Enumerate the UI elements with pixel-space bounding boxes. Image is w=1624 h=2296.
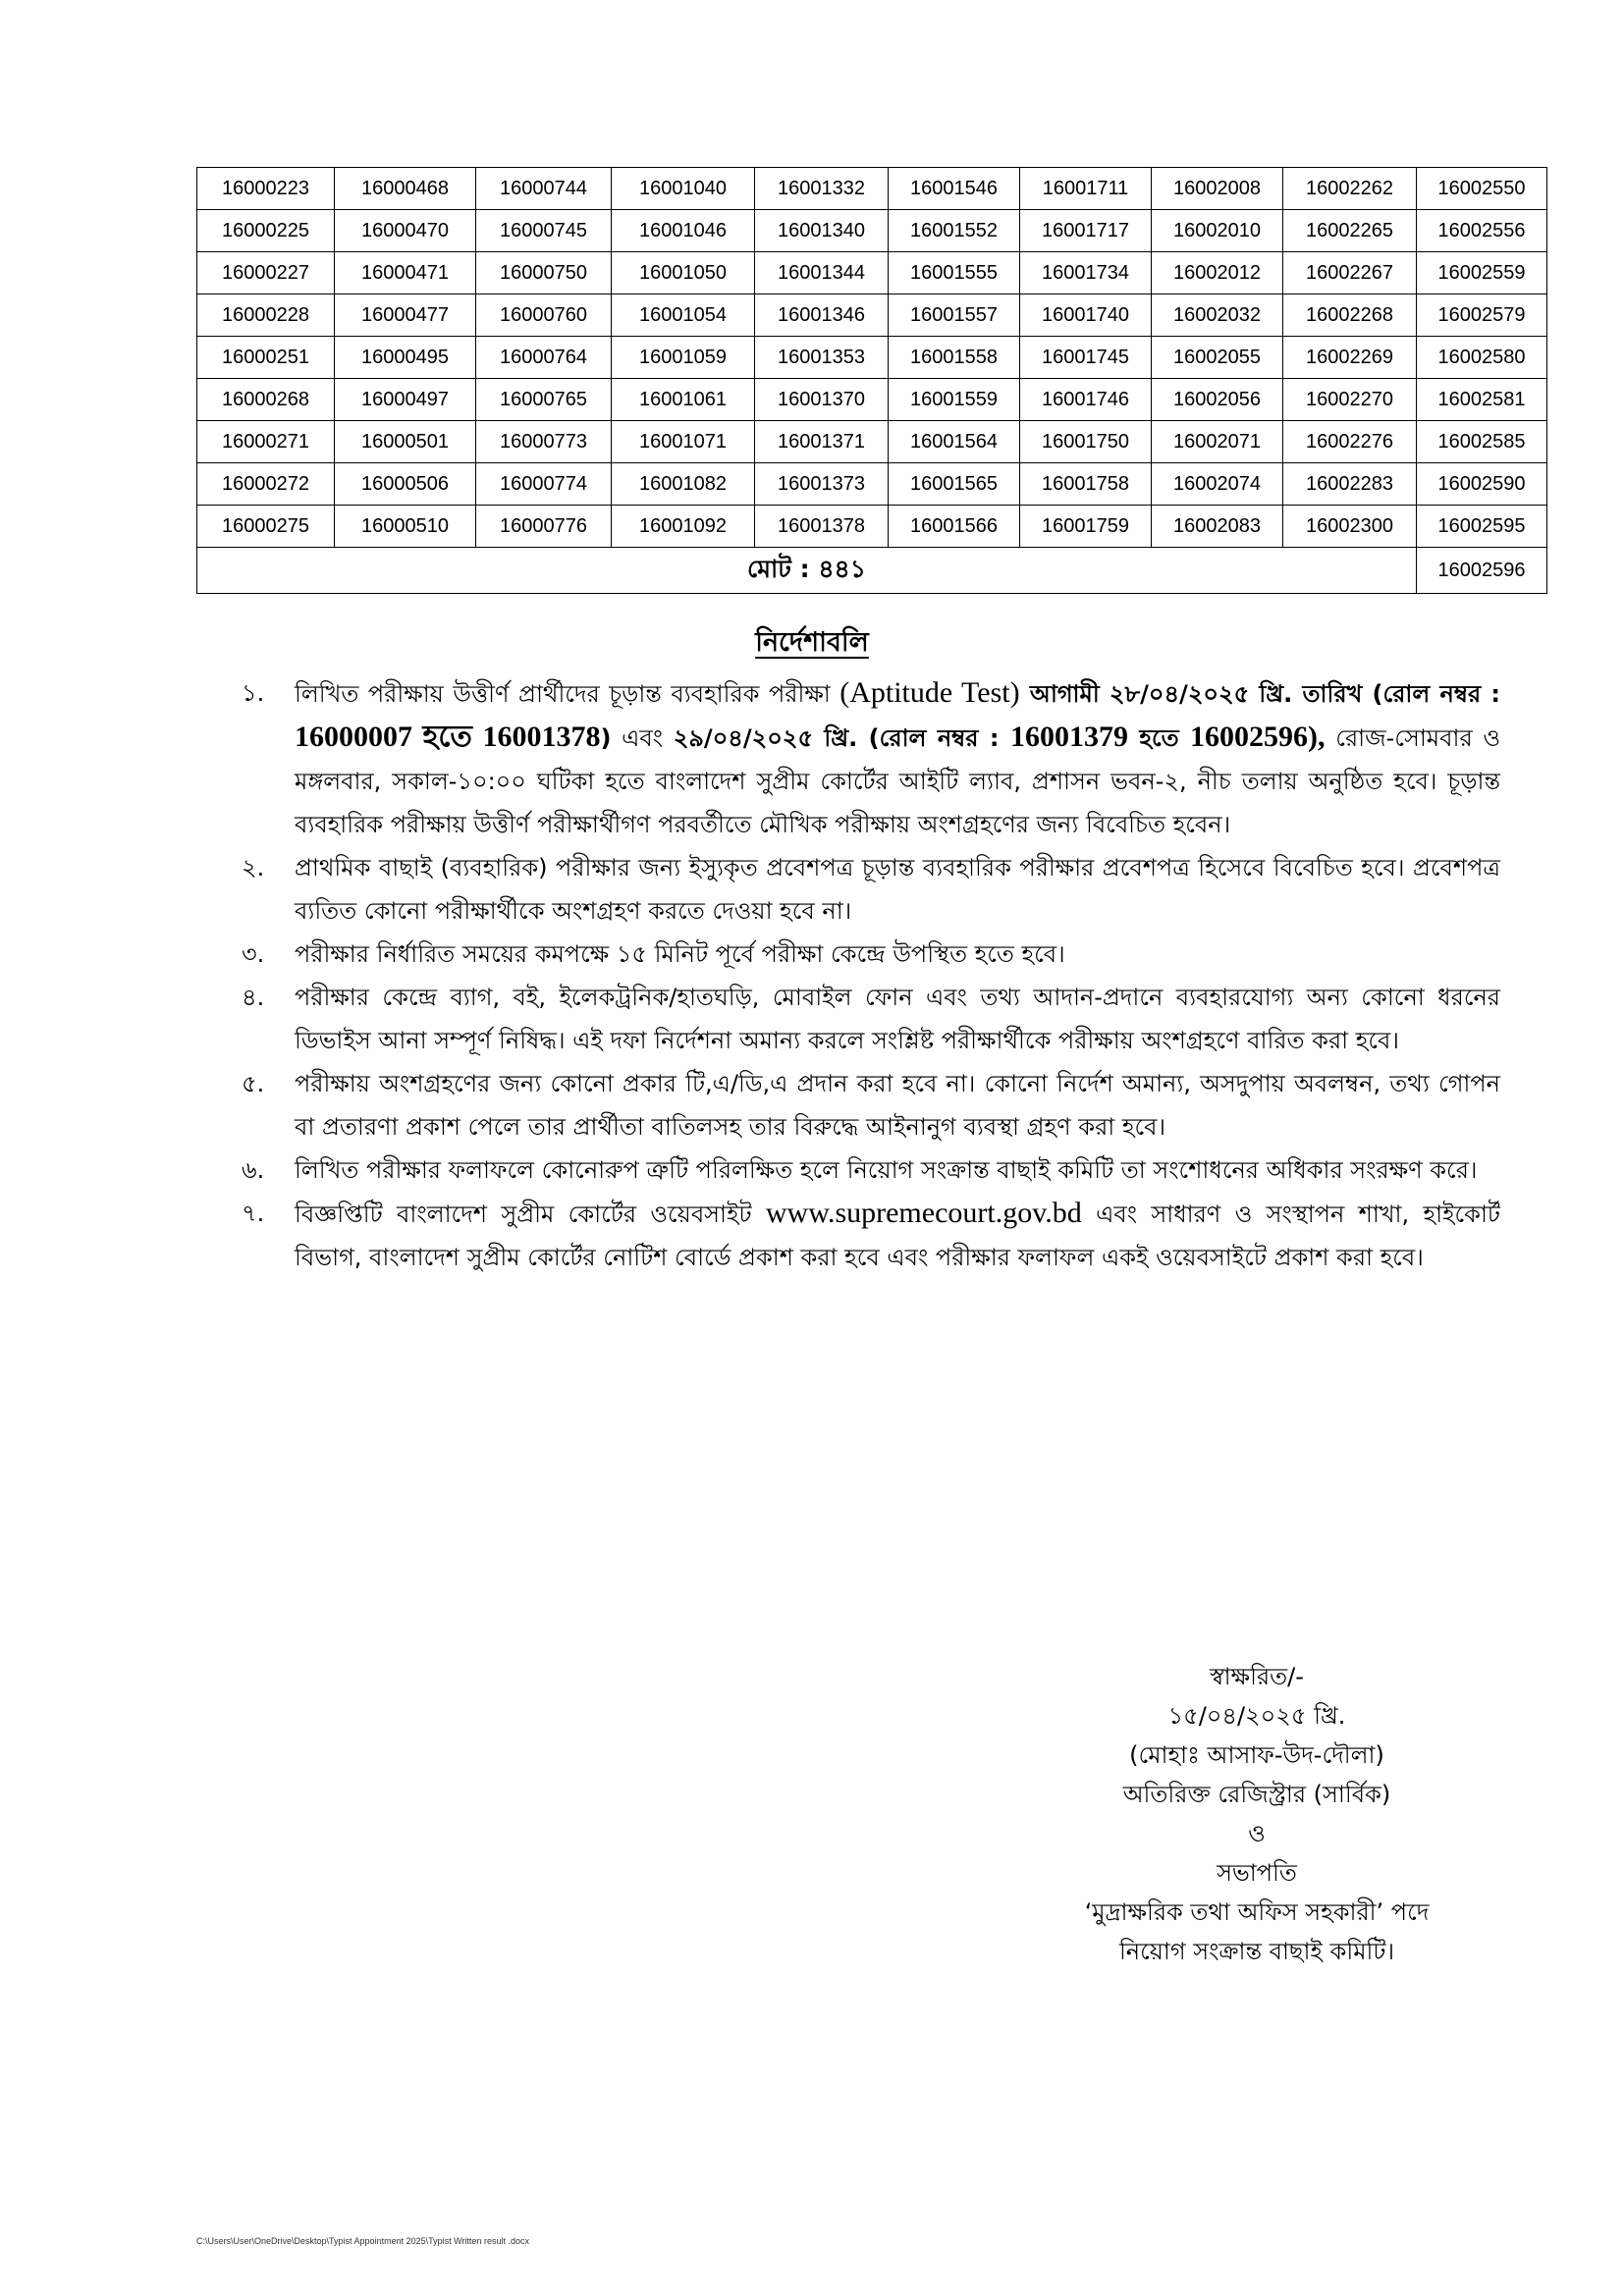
- roll-number-cell: 16002267: [1283, 252, 1417, 294]
- roll-number-cell: 16002596: [1417, 548, 1547, 594]
- instruction-number: ৩.: [242, 940, 265, 968]
- roll-number-cell: 16001059: [612, 337, 755, 379]
- roll-number-cell: 16001092: [612, 506, 755, 548]
- instruction-text: রোজ-সোমবার ও মঙ্গলবার, সকাল-১০:০০ ঘটিকা হতে বাংলাদেশ সুপ্রীম কোর্টের আইটি ল্যাব, প্রশাসন ভবন-২, নীচ তলায় অনুষ্ঠিত হবে। চূড়ান্ত ব্যবহারিক পরীক্ষায় উত্তীর্ণ পরীক্ষার্থীগণ পরবর্তীতে মৌখিক পরীক্ষায় অংশগ্রহণের জন্য বিবেচিত হবেন।: [295, 724, 1500, 838]
- roll-number-cell: 16002580: [1417, 337, 1547, 379]
- table-row: [197, 168, 1547, 210]
- roll-number-cell: 16000227: [197, 252, 335, 294]
- roll-number-cell: 16001040: [612, 168, 755, 210]
- roll-number-table: [196, 167, 1547, 594]
- roll-number-cell: 16002595: [1417, 506, 1547, 548]
- website-link[interactable]: www.supremecourt.gov.bd: [765, 1197, 1082, 1229]
- roll-number-cell: 16000760: [476, 294, 612, 337]
- roll-number-cell: 16001071: [612, 421, 755, 463]
- instruction-text: পরীক্ষায় অংশগ্রহণের জন্য কোনো প্রকার টি,এ/ডি,এ প্রদান করা হবে না। কোনো নির্দেশ অমান্য, অসদুপায় অবলম্বন, তথ্য গোপন বা প্রতারণা প্রকাশ পেলে তার প্রার্থীতা বাতিলসহ তার বিরুদ্ধে আইনানুগ ব্যবস্থা গ্রহণ করা হবে।: [295, 1070, 1500, 1141]
- instruction-text: ২৯/০৪/২০২৫ খ্রি. (রোল নম্বর :: [673, 724, 1010, 752]
- roll-number-cell: 16002074: [1152, 463, 1283, 506]
- roll-number-cell: 16001353: [755, 337, 889, 379]
- roll-number-cell: 16001370: [755, 379, 889, 421]
- roll-number-cell: 16000506: [335, 463, 476, 506]
- roll-number-cell: 16002265: [1283, 210, 1417, 252]
- instruction-text: 16000007 হতে 16001378: [295, 721, 601, 753]
- instruction-number: ৫.: [242, 1070, 265, 1097]
- instructions-heading-text: নির্দেশাবলি: [755, 627, 869, 658]
- instruction-text: এবং সাধারণ ও সংস্থাপন শাখা, হাইকোর্ট বিভাগ, বাংলাদেশ সুপ্রীম কোর্টের নোটিশ বোর্ডে প্রকাশ করা হবে এবং পরীক্ষার ফলাফল একই ওয়েবসাইটে প্রকাশ করা হবে।: [295, 1201, 1500, 1271]
- roll-number-cell: 16001340: [755, 210, 889, 252]
- roll-number-cell: 16002269: [1283, 337, 1417, 379]
- instruction-item: [242, 1062, 1500, 1148]
- roll-number-cell: 16002579: [1417, 294, 1547, 337]
- roll-number-cell: 16001558: [889, 337, 1020, 379]
- roll-number-cell: 16001559: [889, 379, 1020, 421]
- roll-number-cell: 16001332: [755, 168, 889, 210]
- roll-number-cell: 16002032: [1152, 294, 1283, 337]
- roll-number-cell: 16000470: [335, 210, 476, 252]
- roll-number-cell: 16002559: [1417, 252, 1547, 294]
- instruction-text: হতে: [1127, 724, 1191, 752]
- roll-number-cell: 16001344: [755, 252, 889, 294]
- table-row: [197, 379, 1547, 421]
- roll-number-cell: 16002268: [1283, 294, 1417, 337]
- instructions-heading: [0, 622, 1624, 667]
- roll-number-cell: 16001566: [889, 506, 1020, 548]
- roll-number-cell: 16001745: [1020, 337, 1152, 379]
- roll-number-cell: 16000776: [476, 506, 612, 548]
- table-row: [197, 421, 1547, 463]
- instruction-text: লিখিত পরীক্ষার ফলাফলে কোনোরুপ ত্রুটি পরিলক্ষিত হলে নিয়োগ সংক্রান্ত বাছাই কমিটি তা সংশোধনের অধিকার সংরক্ষণ করে।: [295, 1156, 1478, 1184]
- instruction-item: [242, 671, 1500, 846]
- instruction-item: [242, 933, 1500, 976]
- instruction-text: আগামী ২৮/০৪/২০২৫ খ্রি. তারিখ (রোল নম্বর :: [1019, 680, 1500, 708]
- total-row: [197, 548, 1547, 594]
- instruction-number: ১.: [242, 679, 265, 707]
- roll-number-cell: 16001373: [755, 463, 889, 506]
- table-row: [197, 294, 1547, 337]
- roll-number-cell: 16001054: [612, 294, 755, 337]
- roll-number-cell: 16000251: [197, 337, 335, 379]
- roll-number-cell: 16002283: [1283, 463, 1417, 506]
- instruction-item: [242, 846, 1500, 933]
- instructions-list: [242, 671, 1500, 1279]
- instruction-number: ২.: [242, 854, 265, 881]
- instruction-text: ): [600, 724, 612, 752]
- roll-number-cell: 16002556: [1417, 210, 1547, 252]
- signed-label: স্বাক্ষরিত/-: [1210, 1663, 1304, 1690]
- roll-number-cell: 16000223: [197, 168, 335, 210]
- roll-number-cell: 16001557: [889, 294, 1020, 337]
- roll-number-cell: 16001564: [889, 421, 1020, 463]
- roll-number-cell: 16001046: [612, 210, 755, 252]
- table-row: [197, 337, 1547, 379]
- roll-number-cell: 16000773: [476, 421, 612, 463]
- signatory-designation: অতিরিক্ত রেজিস্ট্রার (সার্বিক): [1122, 1781, 1391, 1808]
- roll-number-cell: 16002262: [1283, 168, 1417, 210]
- roll-number-cell: 16000501: [335, 421, 476, 463]
- instruction-text: 16002596),: [1190, 721, 1326, 753]
- instruction-text: এবং: [611, 724, 674, 752]
- instruction-number: ৬.: [242, 1156, 265, 1184]
- instruction-text: প্রাথমিক বাছাই (ব্যবহারিক) পরীক্ষার জন্য ইস্যুকৃত প্রবেশপত্র চূড়ান্ত ব্যবহারিক পরীক্ষার প্রবেশপত্র হিসেবে বিবেচিত হবে। প্রবেশপত্র ব্যতিত কোনো পরীক্ষার্থীকে অংশগ্রহণ করতে দেওয়া হবে না।: [295, 854, 1500, 925]
- roll-number-cell: 16002071: [1152, 421, 1283, 463]
- roll-number-cell: 16000471: [335, 252, 476, 294]
- instruction-text: (Aptitude Test): [839, 676, 1020, 709]
- signature-date: ১৫/০৪/২০২৫ খ্রি.: [1167, 1702, 1346, 1730]
- table-row: [197, 506, 1547, 548]
- roll-number-cell: 16002581: [1417, 379, 1547, 421]
- roll-number-cell: 16001378: [755, 506, 889, 548]
- roll-number-cell: 16002276: [1283, 421, 1417, 463]
- instruction-text: লিখিত পরীক্ষায় উত্তীর্ণ প্রার্থীদের চূড়ান্ত ব্যবহারিক পরীক্ষা: [295, 680, 840, 708]
- instruction-number: ৪.: [242, 984, 265, 1011]
- roll-number-cell: 16001061: [612, 379, 755, 421]
- roll-number-cell: 16002585: [1417, 421, 1547, 463]
- roll-number-cell: 16001546: [889, 168, 1020, 210]
- roll-number-cell: 16000271: [197, 421, 335, 463]
- roll-number-cell: 16000774: [476, 463, 612, 506]
- roll-number-cell: 16000268: [197, 379, 335, 421]
- roll-number-cell: 16002550: [1417, 168, 1547, 210]
- roll-number-cell: 16002056: [1152, 379, 1283, 421]
- instruction-text: পরীক্ষার কেন্দ্রে ব্যাগ, বই, ইলেকট্রনিক/হাতঘড়ি, মোবাইল ফোন এবং তথ্য আদান-প্রদানে ব্যবহারযোগ্য অন্য কোনো ধরনের ডিভাইস আনা সম্পূর্ণ নিষিদ্ধ। এই দফা নির্দেশনা অমান্য করলে সংশ্লিষ্ট পরীক্ষার্থীকে পরীক্ষায় অংশগ্রহণে বারিত করা হবে।: [295, 984, 1500, 1054]
- roll-number-cell: 16002055: [1152, 337, 1283, 379]
- roll-number-cell: 16000477: [335, 294, 476, 337]
- roll-number-cell: 16001346: [755, 294, 889, 337]
- instruction-number: ৭.: [242, 1200, 265, 1227]
- roll-number-cell: 16000765: [476, 379, 612, 421]
- roll-number-cell: 16001740: [1020, 294, 1152, 337]
- roll-number-cell: 16000225: [197, 210, 335, 252]
- roll-number-cell: 16001746: [1020, 379, 1152, 421]
- roll-number-cell: 16000510: [335, 506, 476, 548]
- instruction-item: [242, 1148, 1500, 1192]
- table-row: [197, 252, 1547, 294]
- signatory-name: (মোহাঃ আসাফ-উদ-দৌলা): [1129, 1741, 1384, 1769]
- roll-number-cell: 16002083: [1152, 506, 1283, 548]
- roll-number-cell: 16002270: [1283, 379, 1417, 421]
- file-path-footer: C:\Users\User\OneDrive\Desktop\Typist Appointment 2025\Typist Written result .docx: [196, 2236, 529, 2246]
- signature-block: [982, 1657, 1532, 1971]
- roll-number-cell: 16002012: [1152, 252, 1283, 294]
- roll-number-cell: 16000497: [335, 379, 476, 421]
- roll-number-cell: 16000228: [197, 294, 335, 337]
- instruction-text: বিজ্ঞপ্তিটি বাংলাদেশ সুপ্রীম কোর্টের ওয়েবসাইট: [295, 1201, 766, 1228]
- instruction-text: 16001379: [1009, 721, 1128, 753]
- table-row: [197, 210, 1547, 252]
- roll-number-cell: 16001759: [1020, 506, 1152, 548]
- roll-number-cell: 16002300: [1283, 506, 1417, 548]
- roll-number-cell: 16001565: [889, 463, 1020, 506]
- signature-conjunction: ও: [1248, 1820, 1266, 1847]
- table-row: [197, 463, 1547, 506]
- roll-number-cell: 16000750: [476, 252, 612, 294]
- roll-number-cell: 16000745: [476, 210, 612, 252]
- roll-number-cell: 16000764: [476, 337, 612, 379]
- roll-number-cell: 16002008: [1152, 168, 1283, 210]
- roll-number-cell: 16001371: [755, 421, 889, 463]
- instruction-text: পরীক্ষার নির্ধারিত সময়ের কমপক্ষে ১৫ মিনিট পূর্বে পরীক্ষা কেন্দ্রে উপস্থিত হতে হবে।: [295, 940, 1065, 968]
- instruction-item: [242, 1192, 1500, 1279]
- roll-number-cell: 16000495: [335, 337, 476, 379]
- committee-line-2: নিয়োগ সংক্রান্ত বাছাই কমিটি।: [1118, 1938, 1395, 1965]
- roll-number-cell: 16001552: [889, 210, 1020, 252]
- roll-number-cell: 16001711: [1020, 168, 1152, 210]
- roll-number-cell: 16000744: [476, 168, 612, 210]
- roll-number-cell: 16001758: [1020, 463, 1152, 506]
- roll-number-cell: 16002010: [1152, 210, 1283, 252]
- roll-number-cell: 16001734: [1020, 252, 1152, 294]
- roll-number-cell: 16000275: [197, 506, 335, 548]
- instruction-item: [242, 976, 1500, 1062]
- signatory-role: সভাপতি: [1217, 1859, 1297, 1887]
- roll-number-cell: 16001750: [1020, 421, 1152, 463]
- roll-number-cell: 16001082: [612, 463, 755, 506]
- roll-number-cell: 16001050: [612, 252, 755, 294]
- roll-number-cell: 16000272: [197, 463, 335, 506]
- total-count: মোট : ৪৪১: [197, 548, 1417, 594]
- roll-number-cell: 16001555: [889, 252, 1020, 294]
- committee-line-1: ‘মুদ্রাক্ষরিক তথা অফিস সহকারী’ পদে: [1084, 1898, 1430, 1926]
- roll-number-cell: 16002590: [1417, 463, 1547, 506]
- roll-number-cell: 16000468: [335, 168, 476, 210]
- roll-number-cell: 16001717: [1020, 210, 1152, 252]
